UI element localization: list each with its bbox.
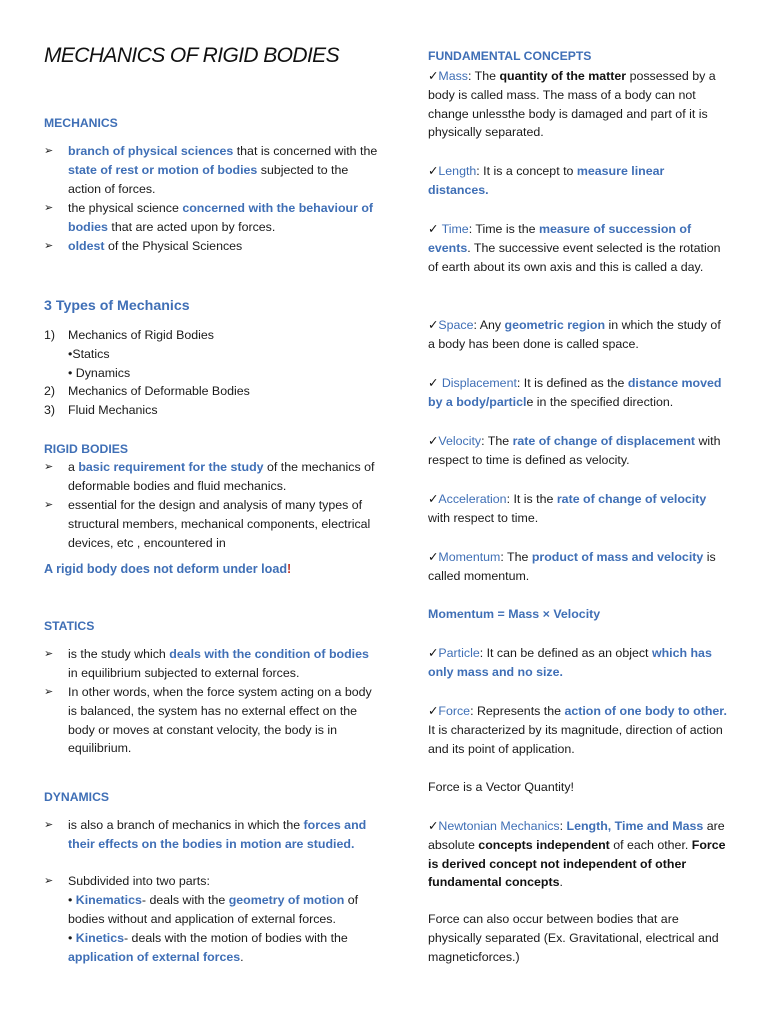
checkmark-icon: ✓ — [428, 318, 439, 332]
concept-time: ✓ Time: Time is the measure of succession of events. The successive event selected is the rotation of earth about its own axis and this is called a day. — [428, 222, 721, 274]
list-item: ➢ Subdivided into two parts: — [44, 872, 378, 891]
rigid-bodies-heading: RIGID BODIES — [44, 442, 128, 456]
concept-space: ✓Space: Any geometric region in which the study of a body has been done is called space. — [428, 318, 721, 351]
arrow-bullet-icon: ➢ — [44, 461, 54, 473]
checkmark-icon: ✓ — [428, 646, 439, 660]
separated-note: Force can also occur between bodies that are physically separated (Ex. Gravitational, electrical and magneticforces.) — [428, 912, 719, 964]
checkmark-icon: ✓ — [428, 704, 439, 718]
list-item: • Dynamics — [68, 365, 131, 380]
arrow-bullet-icon: ➢ — [44, 499, 54, 511]
list-item: ➢ is also a branch of mechanics in which the forces and their effects on the bodies in motion are studied. — [44, 818, 367, 851]
concept-displacement: ✓ Displacement: It is defined as the distance moved by a body/particle in the specified direction. — [428, 376, 722, 409]
statics-heading: STATICS — [44, 619, 95, 633]
concept-mass: ✓Mass: The quantity of the matter possessed by a body is called mass. The mass of a body can not change unlessthe body is damaged and part of it is physically separated. — [428, 69, 716, 140]
mechanics-heading: MECHANICS — [44, 116, 118, 130]
arrow-bullet-icon: ➢ — [44, 202, 54, 214]
momentum-formula: Momentum = Mass × Velocity — [428, 607, 601, 621]
concept-velocity: ✓Velocity: The rate of change of displacement with respect to time is defined as velocity. — [428, 434, 721, 467]
concept-acceleration: ✓Acceleration: It is the rate of change of velocity with respect to time. — [428, 492, 707, 525]
list-item: ➢ is the study which deals with the condition of bodies in equilibrium subjected to external forces. — [44, 647, 369, 680]
list-item: 1) Mechanics of Rigid Bodies — [44, 328, 215, 342]
checkmark-icon: ✓ — [428, 376, 439, 390]
fundamental-concepts-heading: FUNDAMENTAL CONCEPTS — [428, 49, 592, 63]
list-item: ➢ oldest of the Physical Sciences — [44, 237, 378, 256]
arrow-bullet-icon: ➢ — [44, 875, 54, 887]
concept-particle: ✓Particle: It can be defined as an object which has only mass and no size. — [428, 646, 712, 679]
list-item: 3) Fluid Mechanics — [44, 403, 158, 418]
arrow-bullet-icon: ➢ — [44, 240, 54, 252]
list-item: ➢ the physical science concerned with the behaviour of bodies that are acted upon by forces. — [44, 201, 374, 234]
page-title: MECHANICS OF RIGID BODIES — [44, 44, 339, 67]
arrow-bullet-icon: ➢ — [44, 819, 54, 831]
concept-newtonian: ✓Newtonian Mechanics: Length, Time and Mass are absolute concepts independent of each other. Force is derived concept not independent of other fundamental concepts. — [428, 819, 726, 890]
list-item: ➢ a basic requirement for the study of the mechanics of deformable bodies and fluid mechanics. — [44, 460, 375, 493]
types-list — [44, 326, 364, 420]
checkmark-icon: ✓ — [428, 492, 439, 506]
list-item: 2) Mechanics of Deformable Bodies — [44, 384, 250, 399]
list-item: • Kinematics- deals with the geometry of motion of bodies without and application of external forces. — [68, 893, 359, 926]
concept-length: ✓Length: It is a concept to measure linear distances. — [428, 164, 665, 197]
checkmark-icon: ✓ — [428, 434, 439, 448]
concept-force: ✓Force: Represents the action of one body to other. It is characterized by its magnitude, direction of action and its point of application. — [428, 704, 727, 756]
concept-momentum: ✓Momentum: The product of mass and velocity is called momentum. — [428, 550, 716, 583]
arrow-bullet-icon: ➢ — [44, 145, 54, 157]
arrow-bullet-icon: ➢ — [44, 686, 54, 698]
checkmark-icon: ✓ — [428, 222, 439, 236]
types-heading: 3 Types of Mechanics — [44, 298, 190, 314]
rigid-body-note: A rigid body does not deform under load! — [44, 562, 292, 576]
checkmark-icon: ✓ — [428, 69, 439, 83]
arrow-bullet-icon: ➢ — [44, 648, 54, 660]
dynamics-heading: DYNAMICS — [44, 790, 110, 804]
list-item: ➢ essential for the design and analysis of many types of structural members, mechanical components, electrical devices, etc , encountered in — [44, 498, 371, 550]
list-item: ➢ branch of physical sciences that is concerned with the state of rest or motion of bodies subjected to the action of forces. — [44, 144, 378, 196]
checkmark-icon: ✓ — [428, 550, 439, 564]
list-item: •Statics — [68, 346, 110, 361]
checkmark-icon: ✓ — [428, 819, 439, 833]
list-item: ➢ In other words, when the force system acting on a body is balanced, the system has no external effect on the body or moves at constant velocity, the body is in equilibrium. — [44, 685, 372, 756]
vector-note: Force is a Vector Quantity! — [428, 780, 574, 794]
checkmark-icon: ✓ — [428, 164, 439, 178]
list-item: • Kinetics- deals with the motion of bodies with the application of external forces. — [68, 931, 348, 964]
